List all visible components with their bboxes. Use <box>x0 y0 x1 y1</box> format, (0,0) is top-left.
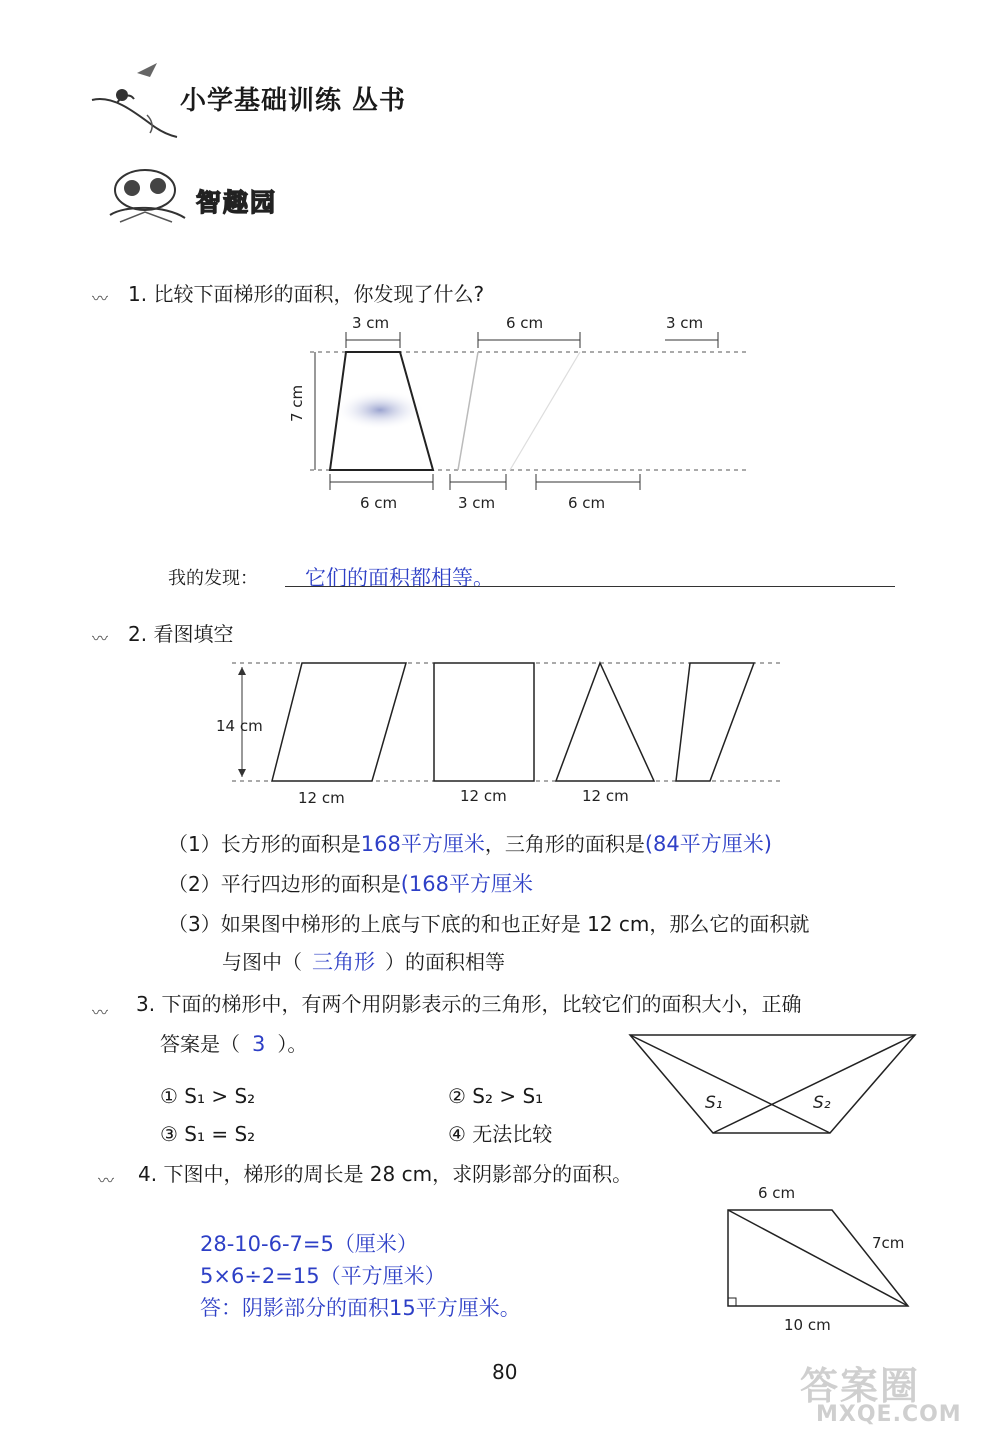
q1-bottom-label-2: 3 cm <box>458 494 496 512</box>
wave-bullet-icon: 〰 <box>98 1171 115 1190</box>
q2-base-label-2: 12 cm <box>460 787 507 805</box>
q3-s2-label: S₂ <box>813 1093 831 1113</box>
q2-line2-prefix: （2）平行四边形的面积是 <box>168 872 401 896</box>
question-1-text: 1. 比较下面梯形的面积，你发现了什么? <box>128 282 485 306</box>
question-3-text: 3. 下面的梯形中，有两个用阴影表示的三角形，比较它们的面积大小，正确 <box>136 992 802 1016</box>
kids-reading-illustration <box>100 160 195 232</box>
bird-branch-decoration <box>82 55 182 145</box>
q2-line-3: （3）如果图中梯形的上底与下底的和也正好是 12 cm，那么它的面积就 <box>168 912 810 936</box>
q2-line1-prefix: （1）长方形的面积是 <box>168 832 361 856</box>
q1-bottom-label-1: 6 cm <box>360 494 398 512</box>
q3-answer-suffix: ）。 <box>277 1032 308 1056</box>
q2-line-2 <box>168 870 533 898</box>
q1-finding-answer: 它们的面积都相等。 <box>305 566 494 590</box>
q3-s1-label: S₁ <box>705 1093 723 1113</box>
q4-work-line-3: 答：阴影部分的面积15平方厘米。 <box>200 1296 521 1320</box>
q1-trapezoids-figure <box>270 310 750 520</box>
q4-bottom-label: 10 cm <box>784 1316 831 1334</box>
q4-trapezoid-figure <box>712 1180 927 1335</box>
q2-line4-answer: 三角形 <box>312 950 375 974</box>
q2-line1-middle: ，三角形的面积是 <box>484 832 645 856</box>
question-4-text: 4. 下图中，梯形的周长是 28 cm，求阴影部分的面积。 <box>138 1162 633 1186</box>
watermark-logo: 答案圈 <box>800 1364 921 1408</box>
q1-finding-label: 我的发现： <box>168 568 258 589</box>
wave-bullet-icon: 〰 <box>92 1003 109 1022</box>
q3-answer-prefix: 答案是（ <box>160 1032 240 1056</box>
q2-base-label-3: 12 cm <box>582 787 629 805</box>
q4-work-line-1: 28-10-6-7=5（厘米） <box>200 1232 418 1256</box>
q2-line-1 <box>168 830 772 858</box>
series-title: 小学基础训练 丛书 <box>180 86 407 116</box>
q1-top-label-1: 3 cm <box>352 314 390 332</box>
q1-answer-underline <box>285 586 895 587</box>
q1-height-label: 7 cm <box>288 384 306 422</box>
q1-top-label-3: 3 cm <box>666 314 704 332</box>
q4-side-label: 7cm <box>872 1234 905 1252</box>
question-2-text: 2. 看图填空 <box>128 622 234 646</box>
page-number: 80 <box>492 1360 518 1384</box>
wave-bullet-icon: 〰 <box>92 629 109 648</box>
q2-line4-prefix: 与图中（ <box>222 950 302 974</box>
q4-top-label: 6 cm <box>758 1184 796 1202</box>
q2-shapes-figure <box>210 655 780 810</box>
section-title: 智趣园 <box>196 188 278 217</box>
q2-line2-answer: (168平方厘米 <box>400 872 534 896</box>
q3-option-1: ① S₁ > S₂ <box>160 1084 256 1108</box>
wave-bullet-icon: 〰 <box>92 289 109 308</box>
q3-option-4: ④ 无法比较 <box>448 1122 553 1146</box>
q2-line1-answer2: (84平方厘米) <box>644 832 772 856</box>
q3-trapezoid-figure <box>625 1030 920 1140</box>
q1-top-label-2: 6 cm <box>506 314 544 332</box>
q3-option-3: ③ S₁ = S₂ <box>160 1122 256 1146</box>
q3-option-2: ② S₂ > S₁ <box>448 1084 544 1108</box>
q3-answer: 3 <box>252 1032 266 1056</box>
q2-line1-answer1: 168平方厘米 <box>360 832 485 856</box>
q4-work-line-2: 5×6÷2=15（平方厘米） <box>200 1264 446 1288</box>
q1-bottom-label-3: 6 cm <box>568 494 606 512</box>
q2-line4-suffix: ）的面积相等 <box>385 950 505 974</box>
q2-line-4 <box>222 948 505 976</box>
q2-height-label: 14 cm <box>216 717 263 735</box>
watermark-url: MXQE.COM <box>816 1402 962 1427</box>
q2-base-label-1: 12 cm <box>298 789 345 807</box>
q3-answer-line <box>160 1030 307 1058</box>
